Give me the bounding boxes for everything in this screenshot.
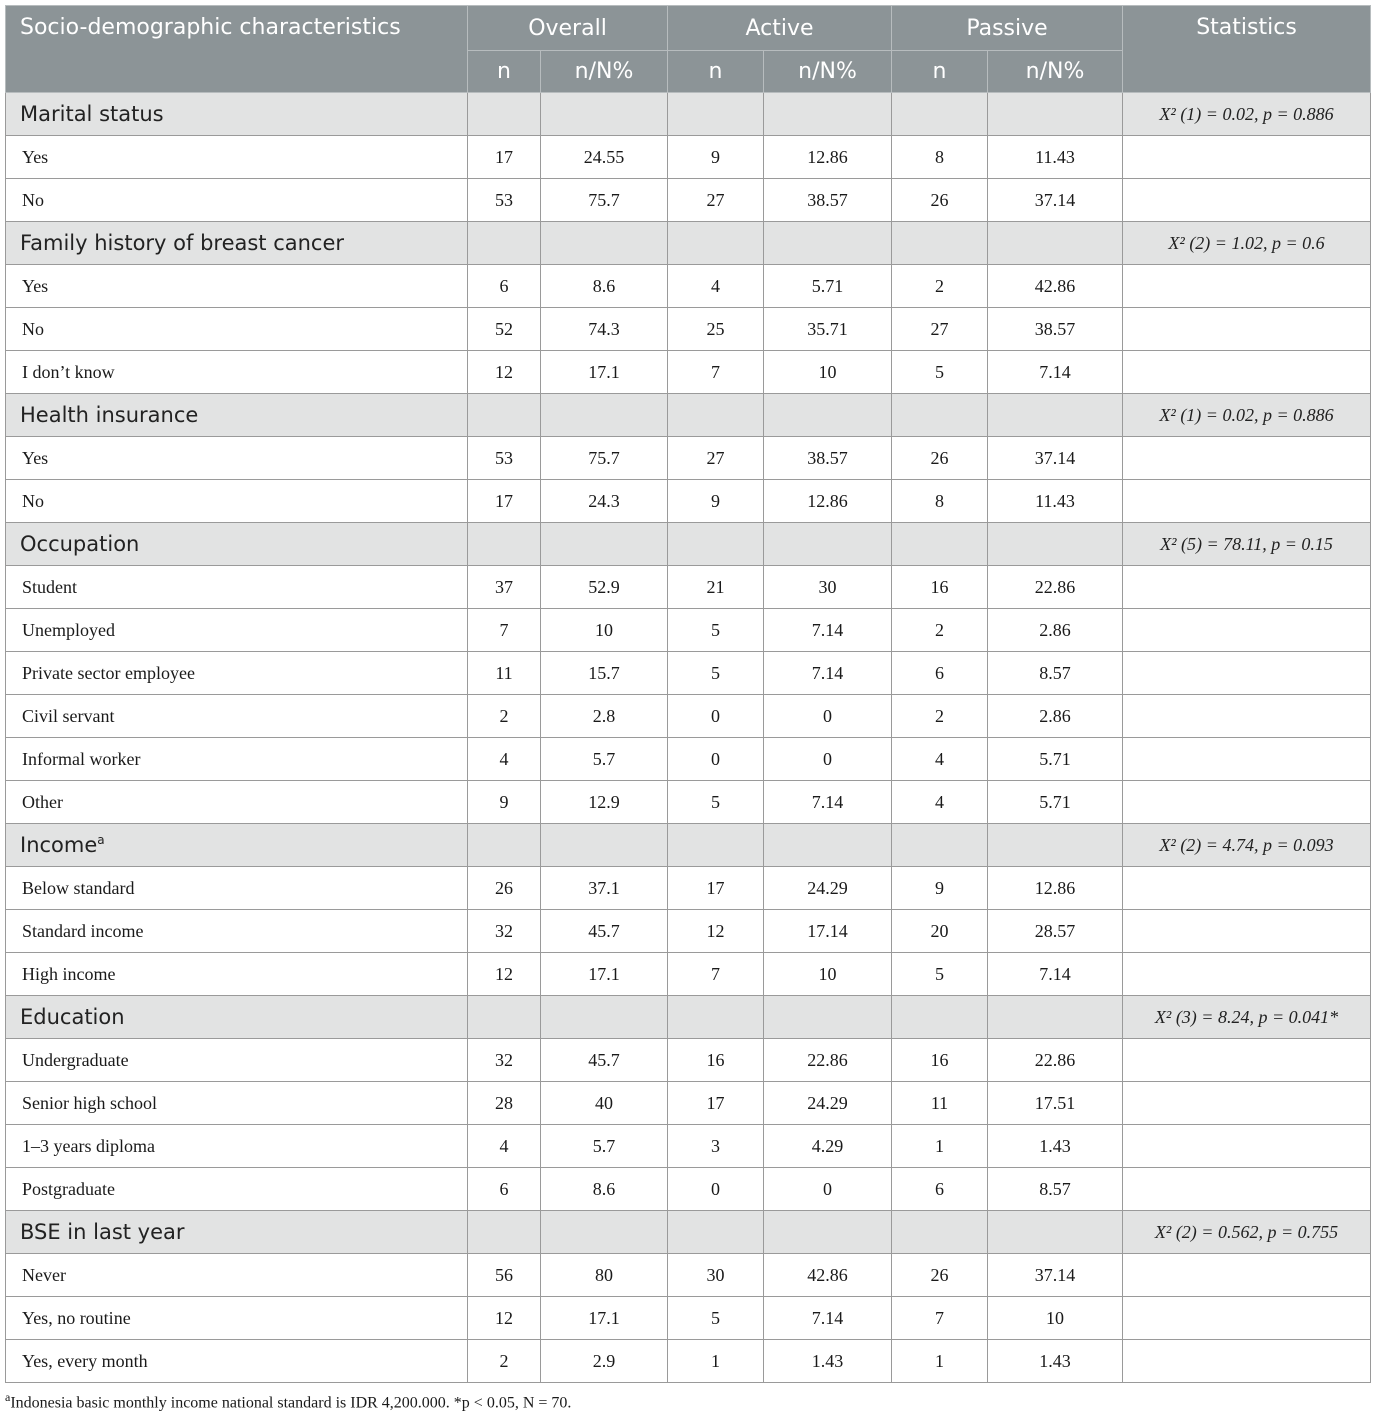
group-statistic: X² (5) = 78.11, p = 0.15 [1123, 523, 1371, 566]
table-row [6, 1039, 1371, 1082]
active-pct-cell: 38.57 [764, 179, 892, 222]
footnote-text: Indonesia basic monthly income national standard is IDR 4,200.000. *p < 0.05, N = 70. [10, 1394, 572, 1412]
passive-pct-cell: 5.71 [988, 781, 1123, 824]
passive-n-cell: 1 [892, 1340, 988, 1383]
group-title-text: Education [20, 1005, 125, 1029]
header-statistics: Statistics [1123, 6, 1371, 93]
overall-pct-cell: 10 [541, 609, 668, 652]
overall-pct-cell: 75.7 [541, 437, 668, 480]
overall-n-cell: 12 [468, 351, 541, 394]
group-title [6, 1211, 468, 1254]
overall-pct-cell: 12.9 [541, 781, 668, 824]
passive-n-cell: 2 [892, 265, 988, 308]
overall-pct-cell: 17.1 [541, 1297, 668, 1340]
passive-pct-cell: 22.86 [988, 1039, 1123, 1082]
active-pct-cell: 5.71 [764, 265, 892, 308]
overall-n-cell: 12 [468, 953, 541, 996]
group-title [6, 222, 468, 265]
group-title [6, 824, 468, 867]
statistic-empty-cell [1123, 609, 1371, 652]
row-label: Never [6, 1254, 468, 1297]
active-n-cell: 21 [668, 566, 764, 609]
group-empty-cell [988, 394, 1123, 437]
group-empty-cell [541, 1211, 668, 1254]
group-empty-cell [892, 93, 988, 136]
overall-n-cell: 56 [468, 1254, 541, 1297]
statistic-empty-cell [1123, 566, 1371, 609]
table-row [6, 738, 1371, 781]
passive-n-cell: 5 [892, 351, 988, 394]
statistic-empty-cell [1123, 1297, 1371, 1340]
overall-n-cell: 17 [468, 136, 541, 179]
overall-n-cell: 17 [468, 480, 541, 523]
row-label: No [6, 308, 468, 351]
overall-pct-cell: 24.3 [541, 480, 668, 523]
active-n-cell: 12 [668, 910, 764, 953]
group-empty-cell [988, 93, 1123, 136]
table-row [6, 1297, 1371, 1340]
active-pct-cell: 7.14 [764, 1297, 892, 1340]
statistic-empty-cell [1123, 308, 1371, 351]
group-title [6, 93, 468, 136]
group-empty-cell [892, 824, 988, 867]
group-title [6, 523, 468, 566]
active-pct-cell: 17.14 [764, 910, 892, 953]
group-empty-cell [892, 523, 988, 566]
header-passive: Passive [892, 6, 1123, 51]
row-label: No [6, 179, 468, 222]
passive-n-cell: 6 [892, 1168, 988, 1211]
header-active-pct: n/N% [764, 51, 892, 93]
passive-n-cell: 4 [892, 781, 988, 824]
passive-pct-cell: 1.43 [988, 1340, 1123, 1383]
group-empty-cell [764, 824, 892, 867]
overall-n-cell: 7 [468, 609, 541, 652]
table-row [6, 351, 1371, 394]
header-characteristics: Socio-demographic characteristics [6, 6, 468, 93]
overall-n-cell: 2 [468, 695, 541, 738]
passive-pct-cell: 11.43 [988, 480, 1123, 523]
passive-pct-cell: 5.71 [988, 738, 1123, 781]
table-row [6, 910, 1371, 953]
group-row [6, 222, 1371, 265]
group-row [6, 996, 1371, 1039]
overall-pct-cell: 45.7 [541, 910, 668, 953]
active-pct-cell: 38.57 [764, 437, 892, 480]
row-label: Other [6, 781, 468, 824]
passive-n-cell: 8 [892, 136, 988, 179]
row-label: I don’t know [6, 351, 468, 394]
active-pct-cell: 1.43 [764, 1340, 892, 1383]
overall-n-cell: 4 [468, 738, 541, 781]
active-pct-cell: 7.14 [764, 652, 892, 695]
row-label: Student [6, 566, 468, 609]
active-n-cell: 17 [668, 867, 764, 910]
active-pct-cell: 42.86 [764, 1254, 892, 1297]
table-row [6, 437, 1371, 480]
overall-pct-cell: 74.3 [541, 308, 668, 351]
active-n-cell: 25 [668, 308, 764, 351]
overall-pct-cell: 2.8 [541, 695, 668, 738]
group-title-text: Marital status [20, 102, 164, 126]
group-empty-cell [764, 523, 892, 566]
group-title-text: Income [20, 833, 98, 857]
active-pct-cell: 12.86 [764, 480, 892, 523]
overall-pct-cell: 15.7 [541, 652, 668, 695]
active-pct-cell: 10 [764, 953, 892, 996]
group-empty-cell [468, 394, 541, 437]
passive-n-cell: 7 [892, 1297, 988, 1340]
active-pct-cell: 12.86 [764, 136, 892, 179]
passive-n-cell: 6 [892, 652, 988, 695]
active-n-cell: 16 [668, 1039, 764, 1082]
header-overall: Overall [468, 6, 668, 51]
group-empty-cell [892, 222, 988, 265]
group-statistic: X² (1) = 0.02, p = 0.886 [1123, 394, 1371, 437]
statistic-empty-cell [1123, 781, 1371, 824]
row-label: Yes, no routine [6, 1297, 468, 1340]
overall-pct-cell: 2.9 [541, 1340, 668, 1383]
overall-pct-cell: 17.1 [541, 953, 668, 996]
table-row [6, 867, 1371, 910]
row-label: Yes, every month [6, 1340, 468, 1383]
active-n-cell: 27 [668, 179, 764, 222]
table-row [6, 566, 1371, 609]
passive-pct-cell: 10 [988, 1297, 1123, 1340]
passive-n-cell: 16 [892, 566, 988, 609]
header-active: Active [668, 6, 892, 51]
group-empty-cell [541, 996, 668, 1039]
table-row [6, 265, 1371, 308]
overall-pct-cell: 52.9 [541, 566, 668, 609]
passive-pct-cell: 42.86 [988, 265, 1123, 308]
active-n-cell: 0 [668, 1168, 764, 1211]
active-n-cell: 9 [668, 136, 764, 179]
socio-demographic-table [5, 5, 1371, 1383]
statistic-empty-cell [1123, 351, 1371, 394]
table-row [6, 480, 1371, 523]
row-label: Private sector employee [6, 652, 468, 695]
group-empty-cell [468, 222, 541, 265]
passive-n-cell: 20 [892, 910, 988, 953]
group-empty-cell [468, 523, 541, 566]
active-pct-cell: 10 [764, 351, 892, 394]
group-statistic: X² (2) = 4.74, p = 0.093 [1123, 824, 1371, 867]
passive-pct-cell: 7.14 [988, 953, 1123, 996]
active-pct-cell: 0 [764, 695, 892, 738]
data-table-container [5, 5, 1370, 1383]
active-n-cell: 3 [668, 1125, 764, 1168]
passive-pct-cell: 37.14 [988, 179, 1123, 222]
group-statistic: X² (3) = 8.24, p = 0.041* [1123, 996, 1371, 1039]
active-n-cell: 7 [668, 351, 764, 394]
passive-n-cell: 2 [892, 695, 988, 738]
passive-n-cell: 4 [892, 738, 988, 781]
row-label: Below standard [6, 867, 468, 910]
table-row [6, 1082, 1371, 1125]
statistic-empty-cell [1123, 867, 1371, 910]
overall-n-cell: 52 [468, 308, 541, 351]
table-body [6, 93, 1371, 1383]
statistic-empty-cell [1123, 1340, 1371, 1383]
overall-pct-cell: 45.7 [541, 1039, 668, 1082]
overall-pct-cell: 5.7 [541, 1125, 668, 1168]
group-empty-cell [764, 996, 892, 1039]
header-passive-n: n [892, 51, 988, 93]
passive-n-cell: 26 [892, 179, 988, 222]
group-title-text: Health insurance [20, 403, 199, 427]
active-n-cell: 5 [668, 1297, 764, 1340]
overall-pct-cell: 37.1 [541, 867, 668, 910]
active-pct-cell: 7.14 [764, 609, 892, 652]
statistic-empty-cell [1123, 179, 1371, 222]
overall-n-cell: 32 [468, 910, 541, 953]
row-label: Senior high school [6, 1082, 468, 1125]
active-n-cell: 27 [668, 437, 764, 480]
group-title-text: Occupation [20, 532, 140, 556]
overall-n-cell: 32 [468, 1039, 541, 1082]
active-n-cell: 30 [668, 1254, 764, 1297]
overall-n-cell: 26 [468, 867, 541, 910]
table-row [6, 781, 1371, 824]
table-row [6, 953, 1371, 996]
active-pct-cell: 35.71 [764, 308, 892, 351]
group-empty-cell [541, 824, 668, 867]
table-row [6, 695, 1371, 738]
header-passive-pct: n/N% [988, 51, 1123, 93]
passive-n-cell: 8 [892, 480, 988, 523]
group-row [6, 394, 1371, 437]
active-n-cell: 0 [668, 738, 764, 781]
group-empty-cell [988, 523, 1123, 566]
passive-pct-cell: 17.51 [988, 1082, 1123, 1125]
active-pct-cell: 7.14 [764, 781, 892, 824]
overall-n-cell: 12 [468, 1297, 541, 1340]
passive-pct-cell: 8.57 [988, 1168, 1123, 1211]
passive-pct-cell: 22.86 [988, 566, 1123, 609]
group-empty-cell [764, 93, 892, 136]
statistic-empty-cell [1123, 1254, 1371, 1297]
group-statistic: X² (2) = 0.562, p = 0.755 [1123, 1211, 1371, 1254]
group-title-text: BSE in last year [20, 1220, 185, 1244]
overall-n-cell: 6 [468, 1168, 541, 1211]
group-empty-cell [468, 93, 541, 136]
overall-n-cell: 53 [468, 437, 541, 480]
overall-n-cell: 9 [468, 781, 541, 824]
row-label: Informal worker [6, 738, 468, 781]
group-empty-cell [541, 93, 668, 136]
passive-n-cell: 16 [892, 1039, 988, 1082]
footnote-marker: a [5, 1390, 11, 1404]
overall-pct-cell: 5.7 [541, 738, 668, 781]
passive-pct-cell: 7.14 [988, 351, 1123, 394]
header-row-1 [6, 6, 1371, 51]
active-n-cell: 17 [668, 1082, 764, 1125]
passive-n-cell: 11 [892, 1082, 988, 1125]
passive-n-cell: 9 [892, 867, 988, 910]
table-footnote [5, 1390, 571, 1412]
active-pct-cell: 24.29 [764, 1082, 892, 1125]
footnote-marker: a [97, 833, 105, 847]
group-empty-cell [668, 93, 764, 136]
table-row [6, 1125, 1371, 1168]
active-n-cell: 4 [668, 265, 764, 308]
group-row [6, 1211, 1371, 1254]
group-empty-cell [988, 996, 1123, 1039]
row-label: Standard income [6, 910, 468, 953]
passive-pct-cell: 2.86 [988, 609, 1123, 652]
row-label: Yes [6, 265, 468, 308]
header-active-n: n [668, 51, 764, 93]
group-empty-cell [541, 222, 668, 265]
active-pct-cell: 0 [764, 1168, 892, 1211]
overall-pct-cell: 8.6 [541, 1168, 668, 1211]
overall-pct-cell: 40 [541, 1082, 668, 1125]
group-row [6, 824, 1371, 867]
group-empty-cell [668, 523, 764, 566]
statistic-empty-cell [1123, 1125, 1371, 1168]
group-empty-cell [988, 1211, 1123, 1254]
statistic-empty-cell [1123, 1082, 1371, 1125]
table-row [6, 136, 1371, 179]
passive-pct-cell: 8.57 [988, 652, 1123, 695]
table-row [6, 179, 1371, 222]
row-label: Unemployed [6, 609, 468, 652]
group-empty-cell [764, 1211, 892, 1254]
passive-n-cell: 1 [892, 1125, 988, 1168]
group-statistic: X² (2) = 1.02, p = 0.6 [1123, 222, 1371, 265]
active-pct-cell: 24.29 [764, 867, 892, 910]
group-empty-cell [892, 996, 988, 1039]
group-statistic: X² (1) = 0.02, p = 0.886 [1123, 93, 1371, 136]
active-n-cell: 0 [668, 695, 764, 738]
row-label: Civil servant [6, 695, 468, 738]
group-empty-cell [764, 222, 892, 265]
row-label: Postgraduate [6, 1168, 468, 1211]
table-row [6, 609, 1371, 652]
statistic-empty-cell [1123, 437, 1371, 480]
passive-pct-cell: 37.14 [988, 437, 1123, 480]
statistic-empty-cell [1123, 480, 1371, 523]
passive-pct-cell: 11.43 [988, 136, 1123, 179]
group-title [6, 394, 468, 437]
table-row [6, 1168, 1371, 1211]
active-pct-cell: 22.86 [764, 1039, 892, 1082]
group-row [6, 523, 1371, 566]
overall-n-cell: 4 [468, 1125, 541, 1168]
row-label: 1–3 years diploma [6, 1125, 468, 1168]
table-row [6, 652, 1371, 695]
passive-pct-cell: 28.57 [988, 910, 1123, 953]
active-n-cell: 7 [668, 953, 764, 996]
statistic-empty-cell [1123, 1168, 1371, 1211]
overall-pct-cell: 24.55 [541, 136, 668, 179]
statistic-empty-cell [1123, 136, 1371, 179]
group-empty-cell [764, 394, 892, 437]
passive-n-cell: 26 [892, 1254, 988, 1297]
group-empty-cell [541, 523, 668, 566]
overall-n-cell: 11 [468, 652, 541, 695]
row-label: Yes [6, 437, 468, 480]
group-empty-cell [668, 996, 764, 1039]
overall-n-cell: 37 [468, 566, 541, 609]
table-row [6, 1254, 1371, 1297]
overall-pct-cell: 17.1 [541, 351, 668, 394]
active-n-cell: 9 [668, 480, 764, 523]
group-empty-cell [541, 394, 668, 437]
active-pct-cell: 4.29 [764, 1125, 892, 1168]
group-empty-cell [468, 824, 541, 867]
active-n-cell: 1 [668, 1340, 764, 1383]
statistic-empty-cell [1123, 652, 1371, 695]
passive-n-cell: 2 [892, 609, 988, 652]
statistic-empty-cell [1123, 265, 1371, 308]
overall-pct-cell: 8.6 [541, 265, 668, 308]
passive-pct-cell: 38.57 [988, 308, 1123, 351]
active-pct-cell: 30 [764, 566, 892, 609]
passive-n-cell: 26 [892, 437, 988, 480]
group-empty-cell [668, 824, 764, 867]
overall-n-cell: 28 [468, 1082, 541, 1125]
overall-pct-cell: 75.7 [541, 179, 668, 222]
active-n-cell: 5 [668, 652, 764, 695]
group-empty-cell [668, 222, 764, 265]
passive-pct-cell: 37.14 [988, 1254, 1123, 1297]
statistic-empty-cell [1123, 695, 1371, 738]
active-pct-cell: 0 [764, 738, 892, 781]
overall-n-cell: 6 [468, 265, 541, 308]
table-row [6, 308, 1371, 351]
row-label: No [6, 480, 468, 523]
row-label: High income [6, 953, 468, 996]
statistic-empty-cell [1123, 738, 1371, 781]
statistic-empty-cell [1123, 1039, 1371, 1082]
table-row [6, 1340, 1371, 1383]
row-label: Yes [6, 136, 468, 179]
passive-pct-cell: 1.43 [988, 1125, 1123, 1168]
group-title-text: Family history of breast cancer [20, 231, 345, 255]
overall-n-cell: 2 [468, 1340, 541, 1383]
statistic-empty-cell [1123, 953, 1371, 996]
active-n-cell: 5 [668, 609, 764, 652]
group-empty-cell [892, 394, 988, 437]
row-label: Undergraduate [6, 1039, 468, 1082]
passive-n-cell: 5 [892, 953, 988, 996]
group-empty-cell [892, 1211, 988, 1254]
group-title [6, 996, 468, 1039]
group-empty-cell [468, 996, 541, 1039]
group-empty-cell [668, 394, 764, 437]
active-n-cell: 5 [668, 781, 764, 824]
group-empty-cell [668, 1211, 764, 1254]
statistic-empty-cell [1123, 910, 1371, 953]
group-empty-cell [468, 1211, 541, 1254]
passive-pct-cell: 2.86 [988, 695, 1123, 738]
header-overall-pct: n/N% [541, 51, 668, 93]
group-row [6, 93, 1371, 136]
group-empty-cell [988, 222, 1123, 265]
passive-n-cell: 27 [892, 308, 988, 351]
passive-pct-cell: 12.86 [988, 867, 1123, 910]
overall-n-cell: 53 [468, 179, 541, 222]
header-overall-n: n [468, 51, 541, 93]
group-empty-cell [988, 824, 1123, 867]
overall-pct-cell: 80 [541, 1254, 668, 1297]
